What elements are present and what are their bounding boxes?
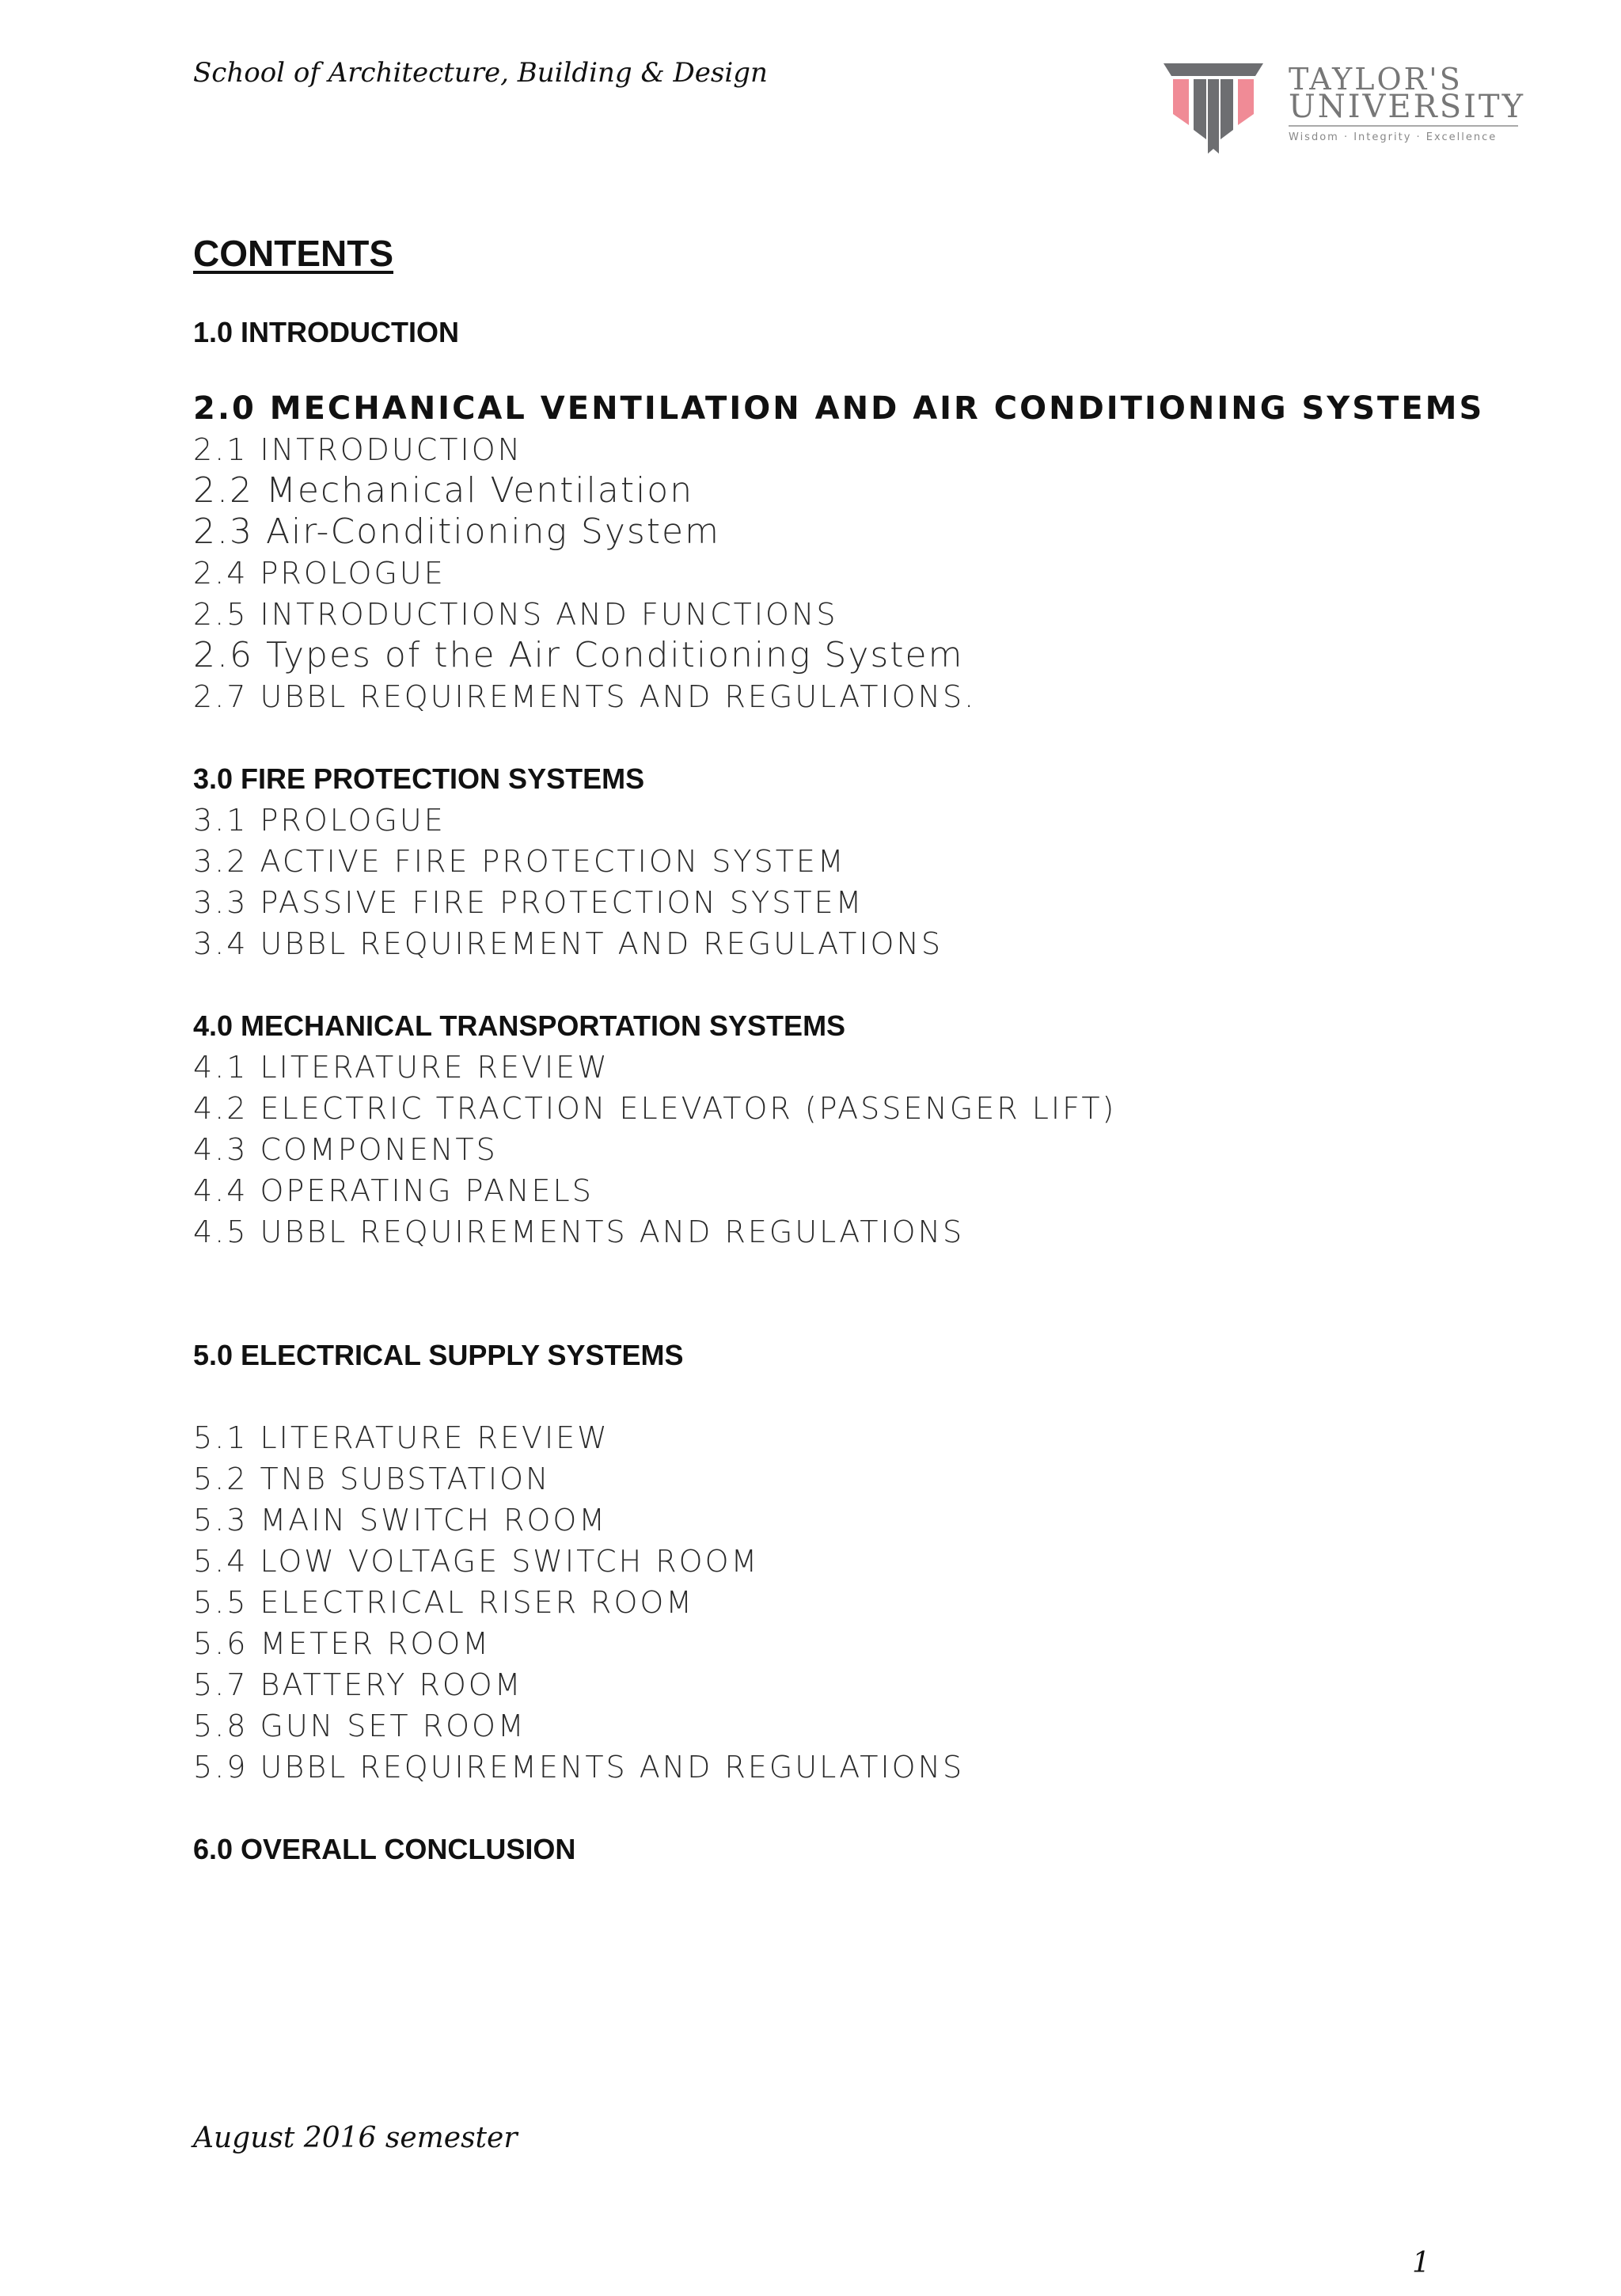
toc-item: 5.3 MAIN SWITCH ROOM [193, 1503, 608, 1538]
toc-item: 3.2 ACTIVE FIRE PROTECTION SYSTEM [193, 844, 846, 879]
section-2-heading: 2.0 MECHANICAL VENTILATION AND AIR CONDITIONING SYSTEMS [193, 390, 1485, 427]
toc-item: 4.3 COMPONENTS [193, 1132, 498, 1167]
toc-item: 4.1 LITERATURE REVIEW [193, 1050, 609, 1085]
logo-text-university: UNIVERSITY [1289, 89, 1526, 125]
toc-item: 5.6 METER ROOM [193, 1626, 492, 1661]
toc-item: 2.5 INTRODUCTIONS AND FUNCTIONS [193, 597, 838, 632]
toc-item: 4.2 ELECTRIC TRACTION ELEVATOR (PASSENGER LIFT) [193, 1091, 1117, 1126]
toc-item: 5.2 TNB SUBSTATION [193, 1462, 551, 1496]
section-5-heading: 5.0 ELECTRICAL SUPPLY SYSTEMS [193, 1339, 684, 1371]
toc-item: 5.9 UBBL REQUIREMENTS AND REGULATIONS [193, 1750, 965, 1785]
toc-item: 2.4 PROLOGUE [193, 556, 446, 591]
logo-text-taylors: TAYLOR'S [1289, 62, 1463, 97]
university-logo-mark [1162, 62, 1265, 155]
section-3-heading: 3.0 FIRE PROTECTION SYSTEMS [193, 762, 645, 795]
logo-divider [1289, 125, 1518, 127]
toc-item: 2.1 INTRODUCTION [193, 432, 523, 467]
section-4-heading: 4.0 MECHANICAL TRANSPORTATION SYSTEMS [193, 1009, 846, 1042]
section-6-heading: 6.0 OVERALL CONCLUSION [193, 1833, 576, 1865]
school-header: School of Architecture, Building & Design [193, 57, 768, 89]
toc-item: 2.3 Air-Conditioning System [193, 511, 720, 552]
toc-item: 3.1 PROLOGUE [193, 803, 446, 838]
toc-item: 2.6 Types of the Air Conditioning System [193, 635, 964, 675]
toc-item: 3.3 PASSIVE FIRE PROTECTION SYSTEM [193, 885, 864, 920]
toc-item: 5.8 GUN SET ROOM [193, 1709, 526, 1743]
toc-item: 2.2 Mechanical Ventilation [193, 470, 694, 511]
logo-tagline: Wisdom · Integrity · Excellence [1289, 131, 1498, 143]
toc-item: 5.4 LOW VOLTAGE SWITCH ROOM [193, 1544, 760, 1579]
page-number: 1 [1412, 2247, 1430, 2279]
section-1-heading: 1.0 INTRODUCTION [193, 316, 460, 348]
toc-item: 4.4 OPERATING PANELS [193, 1173, 594, 1208]
table-of-contents [193, 230, 1499, 1870]
contents-title: CONTENTS [193, 233, 393, 274]
toc-item: 5.1 LITERATURE REVIEW [193, 1420, 609, 1455]
toc-item: 5.7 BATTERY ROOM [193, 1667, 523, 1702]
university-logo [1162, 62, 1526, 157]
toc-item: 4.5 UBBL REQUIREMENTS AND REGULATIONS [193, 1215, 965, 1249]
toc-item: 2.7 UBBL REQUIREMENTS AND REGULATIONS. [193, 679, 977, 714]
toc-item: 5.5 ELECTRICAL RISER ROOM [193, 1585, 695, 1620]
toc-item: 3.4 UBBL REQUIREMENT AND REGULATIONS [193, 926, 943, 961]
footer-semester: August 2016 semester [193, 2122, 518, 2154]
